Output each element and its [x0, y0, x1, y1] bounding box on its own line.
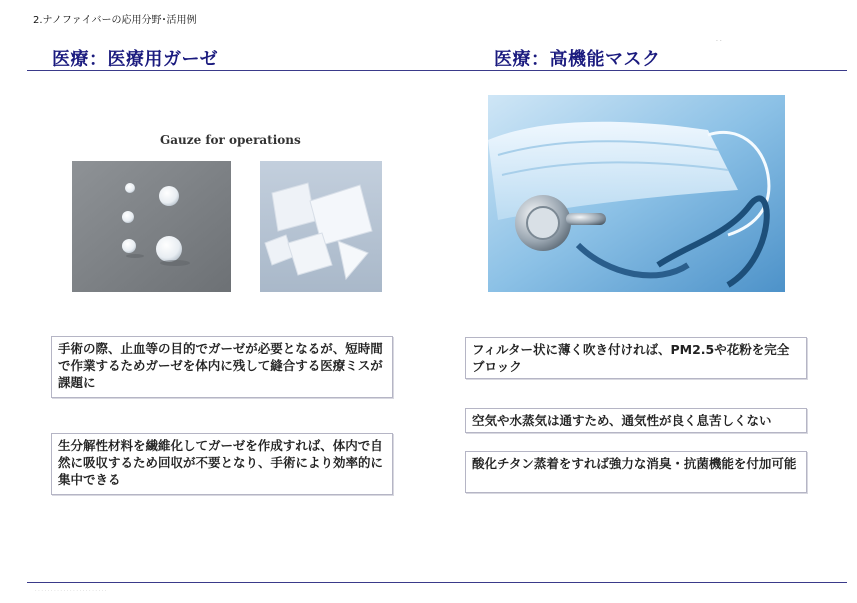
section-title-mask: 医療：高機能マスク: [494, 49, 661, 70]
info-box: フィルター状に薄く吹き付ければ、PM2.5や花粉を完全ブロック: [465, 337, 807, 379]
gauze-caption: Gauze for operations: [160, 133, 301, 147]
info-box: 酸化チタン蒸着をすれば強力な消臭・抗菌機能を付加可能: [465, 451, 807, 493]
section-title-gauze: 医療：医療用ガーゼ: [52, 49, 219, 70]
info-box: 手術の際、止血等の目的でガーゼが必要となるが、短時間で作業するためガーゼを体内に残して縫合する医療ミスが課題に: [51, 336, 393, 398]
footer-decoration: · · · · · · · · · · · · · · · · · · · · · · ·: [35, 588, 107, 594]
header-divider: [27, 70, 847, 71]
gauze-pads-image: [260, 161, 382, 292]
gauze-balls-image: [72, 161, 231, 292]
decorative-dots: · ·: [716, 38, 722, 45]
page-breadcrumb: 2.ナノファイバーの応用分野･活用例: [33, 15, 197, 26]
info-box: 生分解性材料を繊維化してガーゼを作成すれば、体内で自然に吸収するため回収が不要となり、手術により効率的に集中できる: [51, 433, 393, 495]
footer-divider: [27, 582, 847, 583]
mask-stethoscope-image: [488, 95, 785, 292]
info-box: 空気や水蒸気は通すため、通気性が良く息苦しくない: [465, 408, 807, 433]
